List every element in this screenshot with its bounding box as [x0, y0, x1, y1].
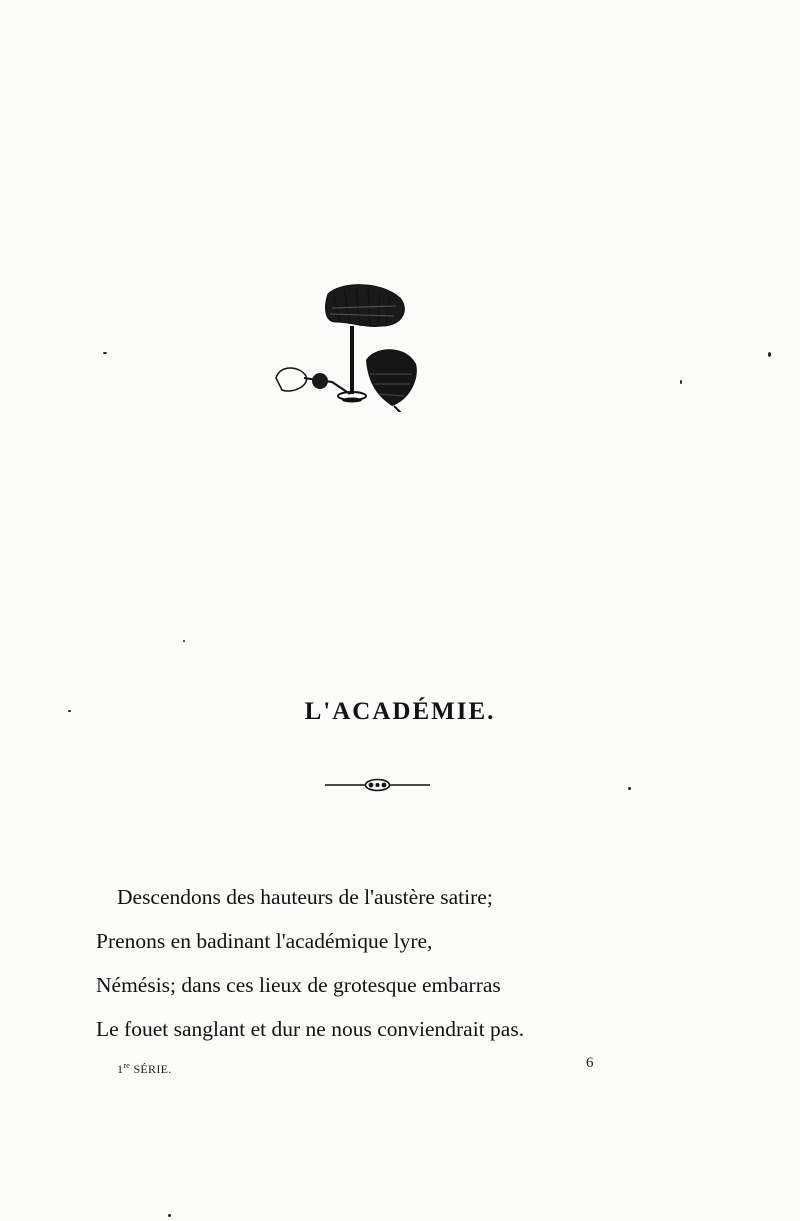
- signature-number: 1: [117, 1062, 124, 1076]
- paper-speck: [68, 710, 71, 712]
- signature-mark: [117, 1061, 172, 1077]
- ornamental-rule-icon: [325, 774, 430, 796]
- chapter-title: L'ACADÉMIE.: [304, 698, 496, 725]
- paper-speck: [768, 352, 771, 357]
- paper-speck: [628, 787, 631, 790]
- paper-speck: [168, 1214, 171, 1217]
- verse-line-1: Descendons des hauteurs de l'austère satire;: [117, 885, 493, 909]
- verse-line-3: Némésis; dans ces lieux de grotesque embarras: [96, 973, 501, 997]
- verse-line-2: Prenons en badinant l'académique lyre,: [96, 929, 433, 953]
- hat-plume-vignette-icon: [270, 282, 420, 412]
- paper-speck: [103, 352, 107, 354]
- signature-sup: re: [123, 1061, 131, 1070]
- page-number: 6: [586, 1055, 594, 1071]
- paper-speck: [183, 640, 185, 642]
- signature-label: SÉRIE.: [133, 1062, 172, 1076]
- verse-line-4: Le fouet sanglant et dur ne nous conviendrait pas.: [96, 1017, 525, 1041]
- paper-speck: [680, 380, 682, 384]
